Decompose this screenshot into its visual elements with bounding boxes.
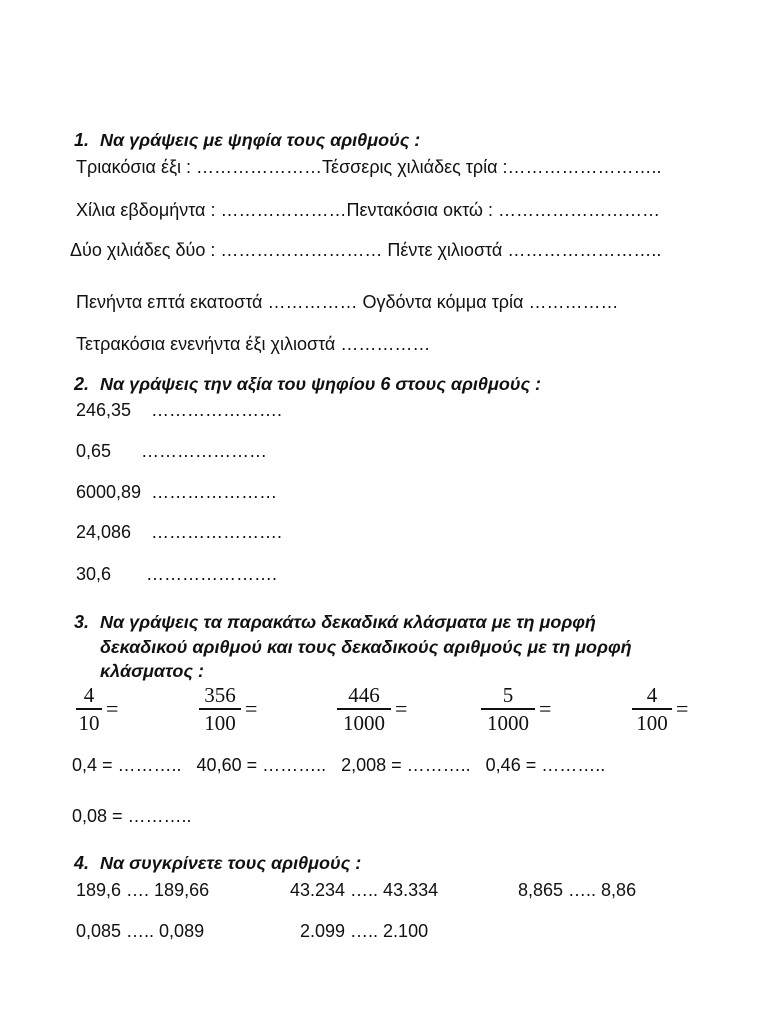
- q1-line-1: Τριακόσια έξι : …………………Τέσσερις χιλιάδες τρία :……………………..: [76, 157, 662, 177]
- fraction-1-equals: =: [106, 696, 119, 721]
- fraction-4-bar: [481, 708, 535, 710]
- q2-item-1: 246,35 ………………….: [76, 400, 283, 420]
- fraction-2-denominator: 100: [204, 710, 236, 735]
- q4-row2-item-1: 0,085 ….. 0,089: [76, 921, 205, 941]
- q3-decimals-line-1: 0,4 = ……….. 40,60 = ……….. 2,008 = ……….. 0,46 = ………..: [72, 755, 606, 775]
- fraction-3-bar: [337, 708, 391, 710]
- q2-item-2: 0,65 …………………: [76, 441, 268, 461]
- q4-row1-item-2: 43.234 ….. 43.334: [290, 880, 439, 900]
- q1-line-3: Δύο χιλιάδες δύο : ……………………… Πέντε χιλιοστά ……………………..: [70, 240, 662, 260]
- fraction-3: [337, 683, 408, 735]
- q2-item-5: 30,6 ………………….: [76, 564, 278, 584]
- fraction-1-denominator: 10: [78, 710, 100, 735]
- q1-line-4: Πενήντα επτά εκατοστά …………… Ογδόντα κόμμα τρία ……………: [76, 292, 619, 312]
- fraction-3-equals: =: [395, 696, 408, 721]
- q1-line-2: Χίλια εβδομήντα : …………………Πεντακόσια οκτώ : ………………………: [76, 200, 660, 220]
- fraction-2-numerator: 356: [204, 683, 236, 707]
- q4-number: 4.: [74, 853, 90, 873]
- q3-heading: [74, 611, 596, 633]
- q4-row2-item-2: 2.099 ….. 2.100: [300, 921, 429, 941]
- fraction-4-equals: =: [539, 696, 552, 721]
- q3-decimals-line-2: 0,08 = ………..: [72, 806, 192, 826]
- fraction-1-numerator: 4: [83, 683, 95, 707]
- q1-line-5: Τετρακόσια ενενήντα έξι χιλιοστά ……………: [76, 334, 431, 354]
- q1-title: Να γράψεις με ψηφία τους αριθμούς :: [100, 130, 421, 150]
- q1-heading: [74, 129, 420, 151]
- q3-title-line-2: δεκαδικού αριθμού και τους δεκαδικούς αριθμούς με τη μορφή: [100, 637, 632, 657]
- fraction-3-numerator: 446: [348, 683, 380, 707]
- q4-row1-item-3: 8,865 ….. 8,86: [518, 880, 637, 900]
- fraction-1-bar: [76, 708, 102, 710]
- q4-heading: [74, 852, 361, 874]
- q4-row1-item-1: 189,6 …. 189,66: [76, 880, 210, 900]
- q2-item-3: 6000,89 …………………: [76, 482, 278, 502]
- q4-title: Να συγκρίνετε τους αριθμούς :: [100, 853, 362, 873]
- fraction-2-equals: =: [245, 696, 258, 721]
- fraction-3-denominator: 1000: [343, 710, 385, 735]
- q2-item-4: 24,086 ………………….: [76, 522, 283, 542]
- fraction-1: [76, 683, 119, 735]
- fraction-4-numerator: 5: [502, 683, 514, 707]
- q3-title-line-3: κλάσματος :: [100, 661, 204, 681]
- q3-title-line-1: Να γράψεις τα παρακάτω δεκαδικά κλάσματα με τη μορφή: [100, 612, 596, 632]
- fraction-4: [481, 683, 552, 735]
- q1-number: 1.: [74, 130, 90, 150]
- fraction-5-bar: [632, 708, 672, 710]
- q3-number: 3.: [74, 612, 90, 632]
- fraction-2-bar: [199, 708, 241, 710]
- fraction-5-equals: =: [676, 696, 689, 721]
- fraction-5-numerator: 4: [646, 683, 658, 707]
- q2-number: 2.: [74, 374, 90, 394]
- fraction-2: [199, 683, 258, 735]
- fraction-5-denominator: 100: [636, 710, 668, 735]
- fraction-5: [632, 683, 689, 735]
- q2-heading: [74, 373, 541, 395]
- q2-title: Να γράψεις την αξία του ψηφίου 6 στους αριθμούς :: [100, 374, 542, 394]
- fraction-4-denominator: 1000: [487, 710, 529, 735]
